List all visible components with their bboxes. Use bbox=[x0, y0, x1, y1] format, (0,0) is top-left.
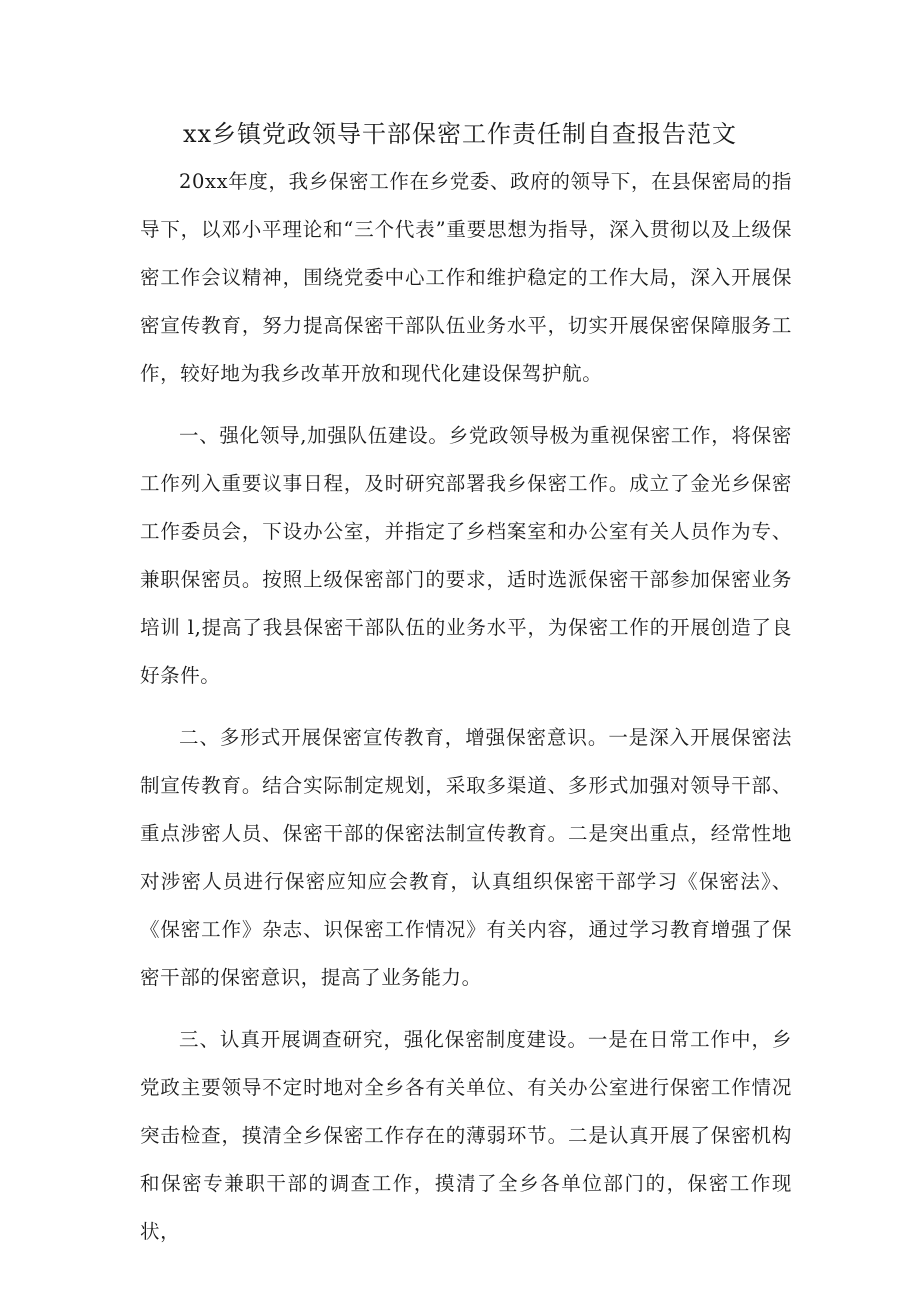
paragraph-section-1: 一、强化领导,加强队伍建设。乡党政领导极为重视保密工作，将保密工作列入重要议事日程，及时研究部署我乡保密工作。成立了金光乡保密工作委员会，下设办公室，并指定了乡档案室和办公室有关人员作为专、兼职保密员。按照上级保密部门的要求，适时选派保密干部参加保密业务培训 l,提高了我县保密干部队伍的业务水平，为保密工作的开展创造了良好条件。 bbox=[140, 424, 792, 687]
document-title: xx乡镇党政领导干部保密工作责任制自查报告范文 bbox=[182, 120, 738, 148]
paragraph-section-3: 三、认真开展调查研究，强化保密制度建设。一是在日常工作中，乡党政主要领导不定时地对全乡各有关单位、有关办公室进行保密工作情况突击检查，摸清全乡保密工作存在的薄弱环节。二是认真开展了保密机构和保密专兼职干部的调查工作，摸清了全乡各单位部门的，保密工作现状， bbox=[140, 1028, 792, 1243]
paragraph-section-2: 二、多形式开展保密宣传教育，增强保密意识。一是深入开展保密法制宣传教育。结合实际制定规划，采取多渠道、多形式加强对领导干部、重点涉密人员、保密干部的保密法制宣传教育。二是突出重点，经常性地对涉密人员进行保密应知应会教育，认真组织保密干部学习《保密法》、《保密工作》杂志、识保密工作情况》有关内容，通过学习教育增强了保密干部的保密意识，提高了业务能力。 bbox=[140, 726, 792, 989]
paragraph-intro: 20xx年度，我乡保密工作在乡党委、政府的领导下，在县保密局的指导下，以邓小平理论和“三个代表”重要思想为指导，深入贯彻以及上级保密工作会议精神，围绕党委中心工作和维护稳定的工作大局，深入开展保密宣传教育，努力提高保密干部队伍业务水平，切实开展保密保障服务工作，较好地为我乡改革开放和现代化建设保驾护航。 bbox=[140, 170, 792, 385]
document-body bbox=[140, 158, 792, 1256]
